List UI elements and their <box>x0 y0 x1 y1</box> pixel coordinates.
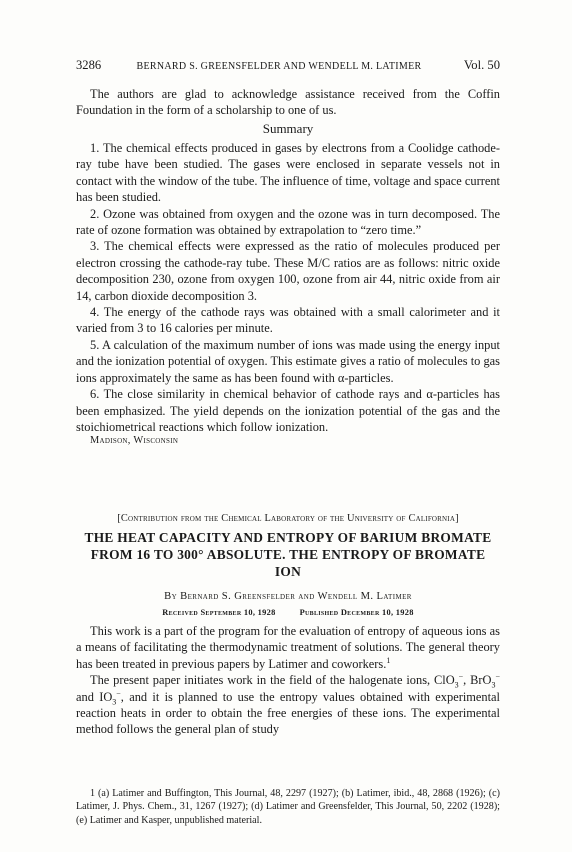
article-dates <box>76 607 500 619</box>
body-text: The present paper initiates work in the field of the halogenate ions, <box>90 673 431 688</box>
summary-item: 2. Ozone was obtained from oxygen and the ozone was in turn decomposed. The rate of ozone formation was obtained by extrapolation to “zero time.” <box>76 206 500 238</box>
article-title: THE HEAT CAPACITY AND ENTROPY OF BARIUM BROMATE FROM 16 TO 300° ABSOLUTE. THE ENTROPY OF BROMATE ION <box>84 530 492 579</box>
body-text: and it is planned to use the entropy values obtained with experimental reaction heats in order to obtain the free energies of these ions. The experimental method follows the general plan of study <box>76 689 500 737</box>
footnote: 1 (a) Latimer and Buffington, This Journal, 48, 2297 (1927); (b) Latimer, ibid., 48, 2868 (1926); (c) Latimer, J. Phys. Chem., 31, 1267 (1927); (d) Latimer and Greensfelder, This Journal, 50, 2202 (1928); (e) Latimer and Kasper, unpublished material. <box>76 788 500 826</box>
running-title: BERNARD S. GREENSFELDER AND WENDELL M. LATIMER <box>136 61 422 72</box>
body-paragraph <box>76 623 500 672</box>
summary-item: 5. A calculation of the maximum number of ions was made using the energy input and the ionization potential of oxygen. This estimate gives a ratio of molecules to gas ions approximately the same as has been found with α-particles. <box>76 337 500 385</box>
summary-item: 1. The chemical effects produced in gases by electrons from a Coolidge cathode-ray tube have been studied. The gases were enclosed in separate vessels not in contact with the window of the tube. The influence of time, voltage and space current has been studied. <box>76 141 500 205</box>
summary-item: 3. The chemical effects were expressed as the ratio of molecules produced per electron crossing the cathode-ray tube. These M/C ratios are as follows: nitric oxide decomposition 230, ozone from oxygen 100, ozone from air 44, nitric oxide from air 14, carbon dioxide decomposition 3. <box>76 239 500 303</box>
acknowledgment-paragraph: The authors are glad to acknowledge assistance received from the Coffin Foundation in the form of a scholarship to one of us. <box>76 87 500 118</box>
received-date: Received September 10, 1928 <box>162 608 276 617</box>
iodate-ion: $IO_3^-$ <box>99 688 121 707</box>
summary-section <box>76 140 500 446</box>
summary-item: 4. The energy of the cathode rays was obtained with a small calorimeter and it varied from 3 to 16 calories per minute. <box>76 305 500 336</box>
page-number: 3286 <box>76 58 102 72</box>
summary-item: 6. The close similarity in chemical behavior of cathode rays and α-particles has been emphasized. The yield depends on the ionization potential of the gas and the stoichiometrical reactions which follow ionization. <box>76 387 500 434</box>
article-body <box>76 623 500 738</box>
chlorate-ion: ClO$_3$− <box>434 672 464 690</box>
bromate-ion: BrO$_3$− <box>470 672 500 690</box>
location-line: Madison, Wisconsin <box>90 435 179 447</box>
summary-heading: Summary <box>262 121 314 136</box>
published-date: Published December 10, 1928 <box>299 608 414 617</box>
body-text: This work is a part of the program for the evaluation of entropy of aqueous ions as a means of facilitating the thermodynamic treatment of solutions. The general theory has been treated in previous papers by Latimer and coworkers. <box>76 624 500 671</box>
volume-label: Vol. 50 <box>463 58 500 72</box>
footnote-ref: 1 <box>386 655 391 665</box>
contribution-line: [Contribution from the Chemical Laboratory of the University of California] <box>117 513 459 524</box>
page-header <box>76 58 500 76</box>
author-byline: By Bernard S. Greensfelder and Wendell M. Latimer <box>164 591 412 602</box>
body-paragraph: The present paper initiates work in the field of the halogenate ions, ClO$_3$−, BrO$_3$− and $IO_3^-$, and it is planned to use the entropy values obtained with experimental reaction heats in order to obtain the free energies of these ions. The experimental method follows the general plan of study <box>76 672 500 737</box>
